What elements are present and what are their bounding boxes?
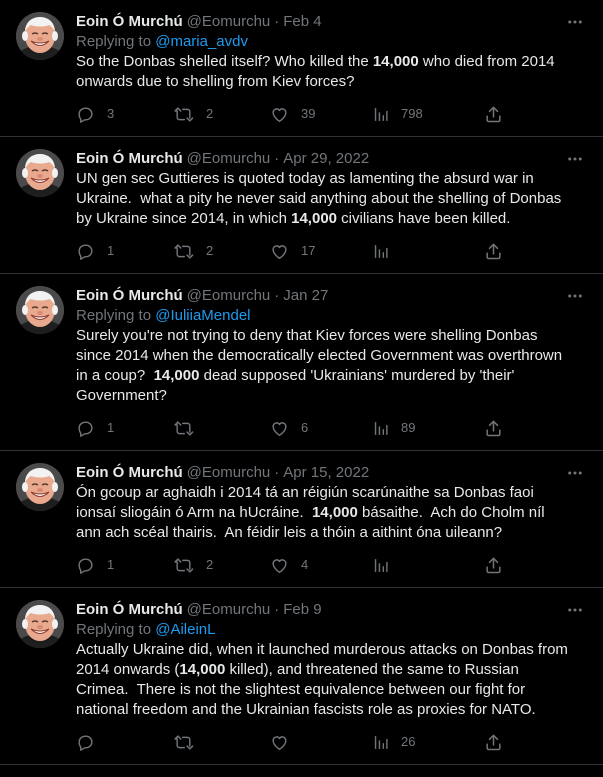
views-bar-chart-icon <box>372 106 389 123</box>
tweet[interactable] <box>0 451 603 588</box>
avatar[interactable] <box>16 12 64 60</box>
reply-button[interactable] <box>76 555 114 575</box>
more-horizontal-icon <box>566 601 584 619</box>
retweet-button[interactable] <box>173 732 206 752</box>
like-button[interactable] <box>270 104 315 124</box>
like-button[interactable] <box>270 241 315 261</box>
replying-to <box>76 32 587 52</box>
reply-count: 1 <box>107 243 115 258</box>
separator-dot: · <box>274 150 280 167</box>
heart-outline-icon <box>270 556 289 575</box>
share-button[interactable] <box>484 418 503 438</box>
author-handle[interactable]: @Eomurchu <box>186 13 271 30</box>
views-button[interactable] <box>372 418 415 438</box>
heart-outline-icon <box>270 105 289 124</box>
share-upload-icon <box>484 419 503 438</box>
tweet-header <box>76 600 587 620</box>
reply-bubble-icon <box>76 419 95 438</box>
tweet-actions <box>76 732 587 752</box>
views-button[interactable] <box>372 555 401 575</box>
share-button[interactable] <box>484 241 503 261</box>
tweet-text <box>76 483 587 543</box>
tweet-date[interactable]: Feb 9 <box>283 601 322 618</box>
tweet-date[interactable]: Apr 29, 2022 <box>283 150 370 167</box>
more-horizontal-icon <box>566 150 584 168</box>
more-options-button[interactable] <box>565 149 585 169</box>
retweet-arrows-icon <box>173 733 194 752</box>
like-button[interactable] <box>270 555 308 575</box>
retweet-arrows-icon <box>173 556 194 575</box>
replying-to-prefix: Replying to <box>76 621 156 638</box>
tweet-header <box>76 149 587 169</box>
tweet-text-segment: who died from 2014 onwards due to shelling from Kiev forces? <box>76 53 559 90</box>
reply-count: 3 <box>107 106 115 121</box>
retweet-button[interactable] <box>173 555 213 575</box>
views-bar-chart-icon <box>372 734 389 751</box>
avatar[interactable] <box>16 286 64 334</box>
tweet-text-segment: básaithe. Ach do Cholm níl ann ach scéal thairis. An féidir leis a thóin a aithint óna uileann? <box>76 504 549 541</box>
more-options-button[interactable] <box>565 463 585 483</box>
tweet-text <box>76 640 587 720</box>
tweet-text-highlight: 14,000 <box>372 53 419 70</box>
retweet-arrows-icon <box>173 242 194 261</box>
views-bar-chart-icon <box>372 420 389 437</box>
author-handle[interactable]: @Eomurchu <box>186 464 271 481</box>
share-upload-icon <box>484 105 503 124</box>
more-options-button[interactable] <box>565 600 585 620</box>
avatar-photo <box>16 463 64 511</box>
like-button[interactable] <box>270 732 301 752</box>
view-count: 26 <box>401 734 416 749</box>
retweet-count: 2 <box>206 106 214 121</box>
views-bar-chart-icon <box>372 243 389 260</box>
more-horizontal-icon <box>566 287 584 305</box>
reply-button[interactable] <box>76 732 107 752</box>
reply-bubble-icon <box>76 556 95 575</box>
author-handle[interactable]: @Eomurchu <box>186 601 271 618</box>
tweet-text-segment: So the Donbas shelled itself? Who killed the <box>76 53 373 70</box>
tweet-text-segment: Actually Ukraine did, when it launched murderous attacks on Donbas from 2014 onwards ( <box>76 641 573 678</box>
reply-bubble-icon <box>76 105 95 124</box>
view-count: 798 <box>401 106 423 121</box>
retweet-arrows-icon <box>173 419 194 438</box>
heart-outline-icon <box>270 419 289 438</box>
view-count: 89 <box>401 420 416 435</box>
heart-outline-icon <box>270 242 289 261</box>
tweet-date[interactable]: Apr 15, 2022 <box>283 464 370 481</box>
retweet-arrows-icon <box>173 105 194 124</box>
reply-button[interactable] <box>76 241 114 261</box>
share-button[interactable] <box>484 104 503 124</box>
like-button[interactable] <box>270 418 308 438</box>
avatar-photo <box>16 286 64 334</box>
tweet[interactable] <box>0 0 603 137</box>
tweet-text <box>76 326 587 406</box>
retweet-button[interactable] <box>173 418 206 438</box>
tweet-text-highlight: 14,000 <box>291 210 338 227</box>
avatar-photo <box>16 149 64 197</box>
more-options-button[interactable] <box>565 286 585 306</box>
tweet-actions <box>76 241 587 261</box>
replying-to-link[interactable]: @maria_avdv <box>155 33 248 50</box>
tweet[interactable] <box>0 588 603 765</box>
tweet-text-highlight: 14,000 <box>311 504 358 521</box>
tweet-text-segment: killed), and threatened the same to Russian Crimea. There is not the slightest equivalence between our fight for national freedom and the Ukrainian fascists role as proxies for NATO. <box>76 661 536 718</box>
views-button[interactable] <box>372 732 415 752</box>
replying-to-prefix: Replying to <box>76 33 156 50</box>
separator-dot: · <box>274 287 280 304</box>
retweet-button[interactable] <box>173 104 213 124</box>
author-name[interactable]: Eoin Ó Murchú <box>76 150 183 167</box>
retweet-count: 2 <box>206 243 214 258</box>
like-count: 6 <box>301 420 309 435</box>
views-bar-chart-icon <box>372 557 389 574</box>
avatar[interactable] <box>16 463 64 511</box>
tweet-text-segment: civilians have been killed. <box>337 210 511 227</box>
tweet-header <box>76 286 587 306</box>
replying-to-link[interactable]: @IuliiaMendel <box>155 307 251 324</box>
tweet-actions <box>76 555 587 575</box>
retweet-button[interactable] <box>173 241 213 261</box>
separator-dot: · <box>274 464 280 481</box>
replying-to <box>76 306 587 326</box>
replying-to <box>76 620 587 640</box>
tweet-text <box>76 52 587 92</box>
views-button[interactable] <box>372 241 401 261</box>
author-name[interactable]: Eoin Ó Murchú <box>76 464 183 481</box>
reply-bubble-icon <box>76 242 95 261</box>
like-count: 39 <box>301 106 316 121</box>
author-handle[interactable]: @Eomurchu <box>186 150 271 167</box>
share-upload-icon <box>484 556 503 575</box>
tweet-actions <box>76 418 587 438</box>
replying-to-link[interactable]: @AileinL <box>155 621 216 638</box>
avatar[interactable] <box>16 600 64 648</box>
views-button[interactable] <box>372 104 423 124</box>
tweet-text-segment: Ón gcoup ar aghaidh i 2014 tá an réigiún scarúnaithe sa Donbas faoi ionsaí sliogáin ó Arm na hUcráine. <box>76 484 538 521</box>
avatar-photo <box>16 12 64 60</box>
reply-bubble-icon <box>76 733 95 752</box>
author-name[interactable]: Eoin Ó Murchú <box>76 287 183 304</box>
tweet-header <box>76 463 587 483</box>
tweet-date[interactable]: Jan 27 <box>283 287 329 304</box>
tweet-text-segment: Surely you're not trying to deny that Kiev forces were shelling Donbas since 2014 when the democratically elected Government was overthrown in a coup? <box>76 327 567 384</box>
reply-count: 1 <box>107 557 115 572</box>
separator-dot: · <box>274 601 280 618</box>
separator-dot: · <box>274 13 280 30</box>
author-name[interactable]: Eoin Ó Murchú <box>76 601 183 618</box>
author-name[interactable]: Eoin Ó Murchú <box>76 13 183 30</box>
tweet-text-highlight: 14,000 <box>179 661 226 678</box>
heart-outline-icon <box>270 733 289 752</box>
author-handle[interactable]: @Eomurchu <box>186 287 271 304</box>
more-options-button[interactable] <box>565 12 585 32</box>
share-upload-icon <box>484 242 503 261</box>
avatar-photo <box>16 600 64 648</box>
reply-button[interactable] <box>76 104 114 124</box>
retweet-count: 2 <box>206 557 214 572</box>
tweet[interactable] <box>0 137 603 274</box>
tweet-text-segment: dead supposed 'Ukrainians' murdered by 'their' Government? <box>76 367 519 404</box>
like-count: 4 <box>301 557 309 572</box>
like-count: 17 <box>301 243 316 258</box>
reply-button[interactable] <box>76 418 114 438</box>
more-horizontal-icon <box>566 13 584 31</box>
tweet-actions <box>76 104 587 124</box>
replying-to-prefix: Replying to <box>76 307 156 324</box>
tweet-text-segment: UN gen sec Guttieres is quoted today as lamenting the absurd war in Ukraine. what a pity he never said anything about the shelling of Donbas by Ukraine since 2014, in which <box>76 170 566 227</box>
more-horizontal-icon <box>566 464 584 482</box>
tweet-text <box>76 169 587 229</box>
share-upload-icon <box>484 733 503 752</box>
tweet-date[interactable]: Feb 4 <box>283 13 322 30</box>
avatar[interactable] <box>16 149 64 197</box>
share-button[interactable] <box>484 732 503 752</box>
share-button[interactable] <box>484 555 503 575</box>
reply-count: 1 <box>107 420 115 435</box>
tweet[interactable] <box>0 274 603 451</box>
tweet-header <box>76 12 587 32</box>
tweet-text-highlight: 14,000 <box>153 367 200 384</box>
